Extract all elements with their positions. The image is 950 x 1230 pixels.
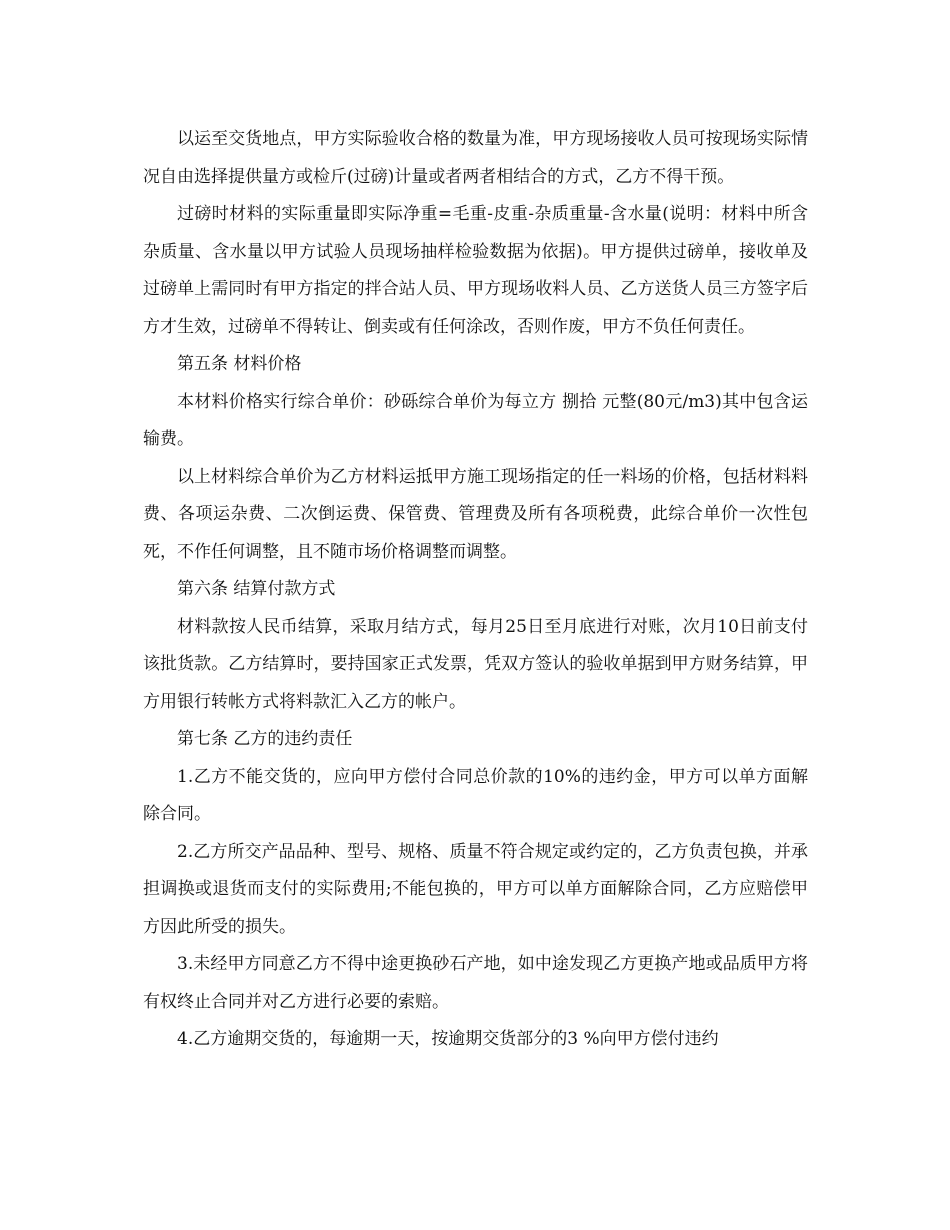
heading-article-5: 第五条 材料价格 <box>177 354 302 374</box>
paragraph-price-scope: 以上材料综合单价为乙方材料运抵甲方施工现场指定的任一料场的价格，包括材料料费、各项运杂费、二次倒运费、保管费、管理费及所有各项税费，此综合单价一次性包死，不作任何调整，且不随市场价格调整而调整。 <box>143 466 808 562</box>
paragraph-unit-price: 本材料价格实行综合单价：砂砾综合单价为每立方 捌拾 元整(80元/m3)其中包含运输费。 <box>143 391 808 449</box>
paragraph-breach-1: 1.乙方不能交货的，应向甲方偿付合同总价款的10%的违约金，甲方可以单方面解除合同。 <box>143 766 808 824</box>
paragraph-breach-3: 3.未经甲方同意乙方不得中途更换砂石产地，如中途发现乙方更换产地或品质甲方将有权终止合同并对乙方进行必要的索赔。 <box>143 954 808 1012</box>
document-page <box>143 121 808 1059</box>
paragraph-breach-2: 2.乙方所交产品品种、型号、规格、质量不符合规定或约定的，乙方负责包换，并承担调换或退货而支付的实际费用;不能包换的，甲方可以单方面解除合同，乙方应赔偿甲方因此所受的损失。 <box>143 841 808 937</box>
paragraph-delivery-quantity: 以运至交货地点，甲方实际验收合格的数量为准，甲方现场接收人员可按现场实际情况自由选择提供量方或检斤(过磅)计量或者两者相结合的方式，乙方不得干预。 <box>143 129 808 187</box>
paragraph-settlement: 材料款按人民币结算，采取月结方式，每月25日至月底进行对账，次月10日前支付该批货款。乙方结算时，要持国家正式发票，凭双方签认的验收单据到甲方财务结算，甲方用银行转帐方式将料款汇入乙方的帐户。 <box>143 616 808 712</box>
heading-article-7: 第七条 乙方的违约责任 <box>177 729 353 749</box>
paragraph-breach-4: 4.乙方逾期交货的，每逾期一天，按逾期交货部分的3 %向甲方偿付违约 <box>177 1029 719 1049</box>
paragraph-weighing: 过磅时材料的实际重量即实际净重=毛重-皮重-杂质重量-含水量(说明：材料中所含杂质量、含水量以甲方试验人员现场抽样检验数据为依据)。甲方提供过磅单，接收单及过磅单上需同时有甲方指定的拌合站人员、甲方现场收料人员、乙方送货人员三方签字后方才生效，过磅单不得转让、倒卖或有任何涂改，否则作废，甲方不负任何责任。 <box>143 204 808 337</box>
heading-article-6: 第六条 结算付款方式 <box>177 579 336 599</box>
